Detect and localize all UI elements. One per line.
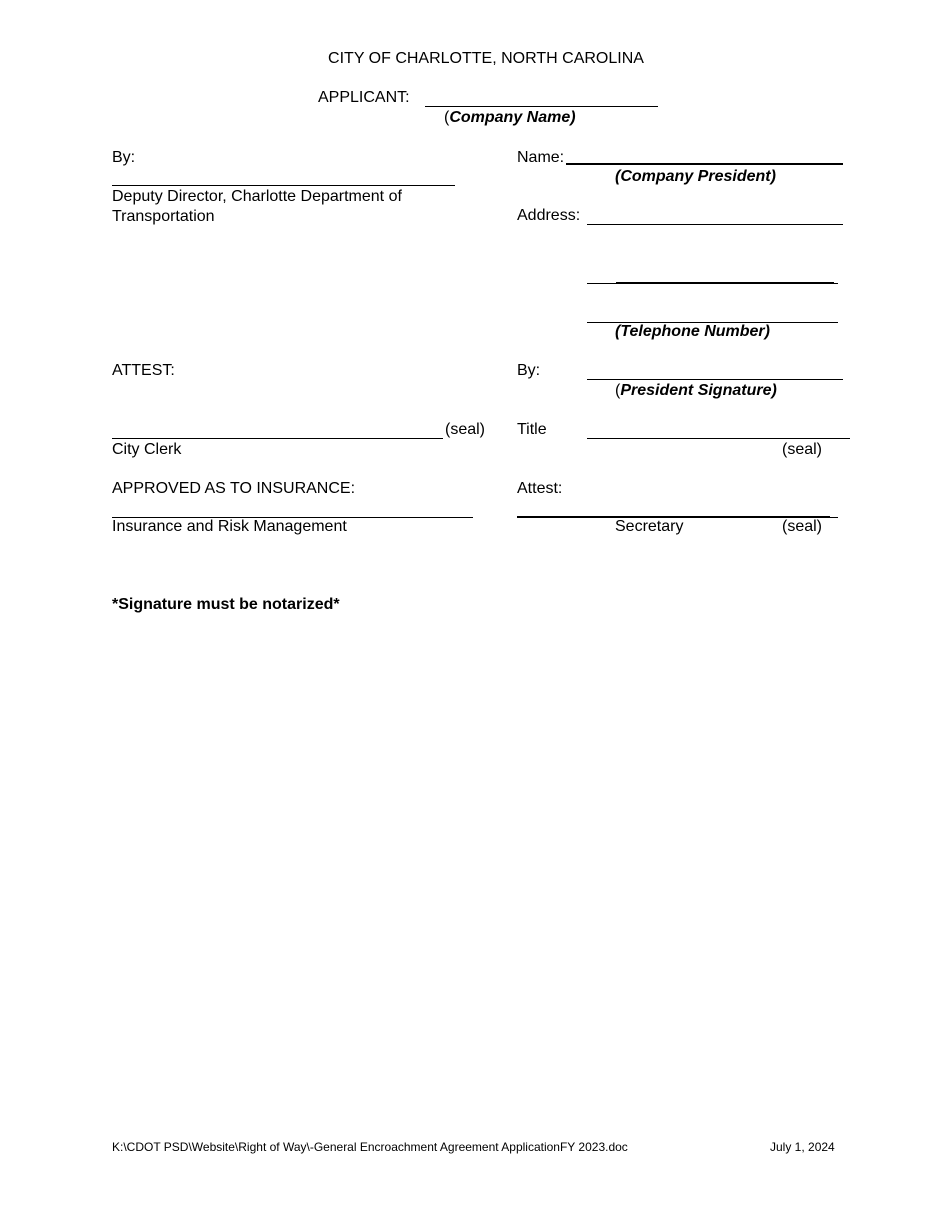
city-clerk-label: City Clerk: [112, 441, 182, 458]
name-line[interactable]: [566, 163, 843, 165]
president-signature-hint: (President Signature): [615, 382, 777, 399]
address-line-1[interactable]: [587, 224, 843, 225]
applicant-label: APPLICANT:: [318, 89, 410, 106]
footer-date: July 1, 2024: [770, 1140, 835, 1154]
company-president-hint: (Company President): [615, 168, 776, 185]
insurance-label: Insurance and Risk Management: [112, 518, 347, 535]
attest-label-right: Attest:: [517, 480, 563, 497]
seal-right-2: (seal): [782, 518, 823, 535]
telephone-hint: (Telephone Number): [615, 323, 770, 340]
by-label-left: By:: [112, 149, 136, 166]
applicant-signature-line[interactable]: [425, 106, 658, 107]
deputy-title-line1: Deputy Director, Charlotte Department of: [112, 188, 402, 205]
deputy-signature-line[interactable]: [112, 185, 455, 186]
company-name-hint: (Company Name): [444, 109, 576, 126]
footer-file-path: K:\CDOT PSD\Website\Right of Way\-General Encroachment Agreement ApplicationFY 2023.doc: [112, 1140, 628, 1154]
address-label: Address:: [517, 207, 581, 224]
attest-label-left: ATTEST:: [112, 362, 175, 379]
document-title: CITY OF CHARLOTTE, NORTH CAROLINA: [328, 50, 644, 67]
notarized-note: *Signature must be notarized*: [112, 596, 340, 613]
president-signature-line[interactable]: [587, 379, 843, 380]
city-clerk-signature-line[interactable]: [112, 438, 443, 439]
seal-right-1: (seal): [782, 441, 823, 458]
address-line-2-bold: [616, 282, 834, 284]
secretary-label: Secretary: [615, 518, 684, 535]
by-label-right: By:: [517, 362, 541, 379]
deputy-title-line2: Transportation: [112, 208, 215, 225]
name-label: Name:: [517, 149, 565, 166]
company-name-hint-text: Company Name): [449, 109, 576, 126]
title-label: Title: [517, 421, 547, 438]
title-line[interactable]: [587, 438, 850, 439]
president-signature-hint-text: President Signature): [620, 382, 777, 399]
seal-left: (seal): [445, 421, 486, 438]
approved-insurance-label: APPROVED AS TO INSURANCE:: [112, 480, 356, 497]
